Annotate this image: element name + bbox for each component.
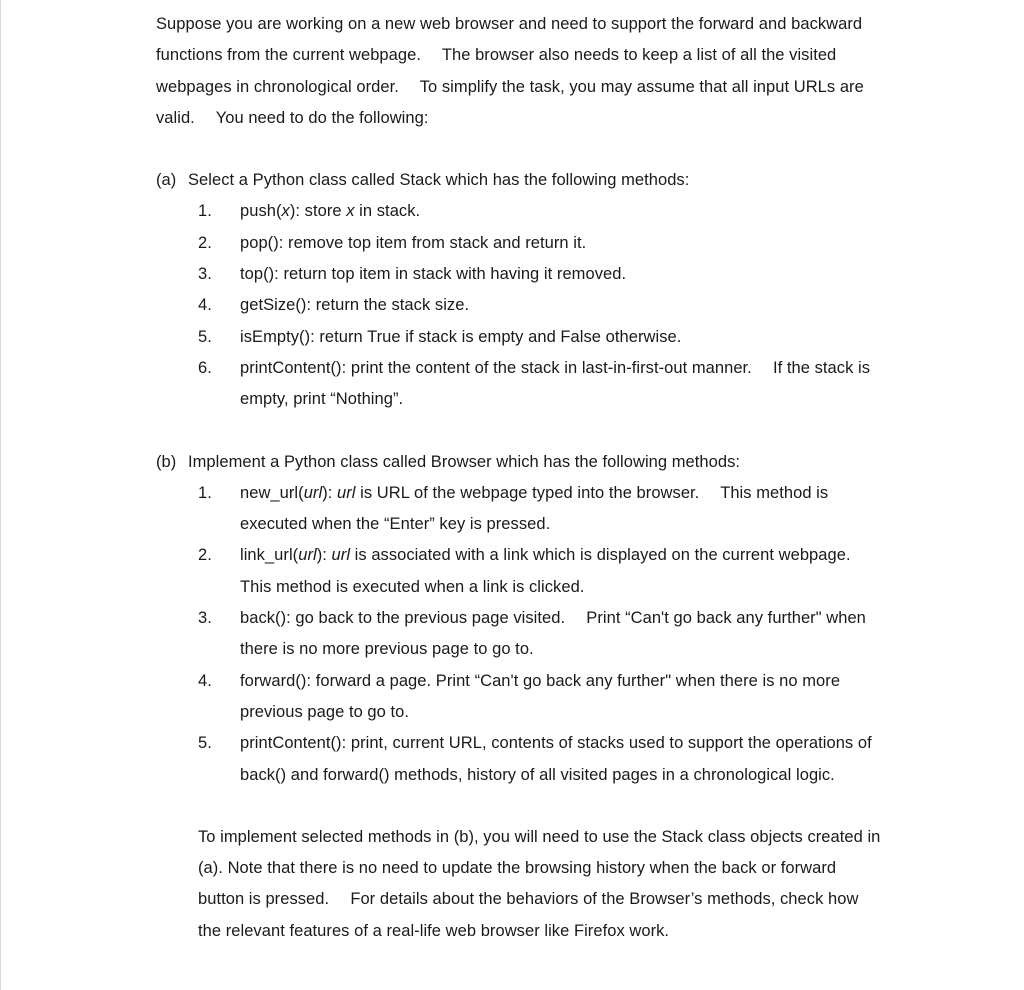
list-item-number: 3. (198, 265, 212, 284)
spacer (156, 791, 886, 822)
list-item-text: top(): return top item in stack with having it removed. (240, 265, 627, 284)
list-item (156, 478, 886, 541)
part-b-heading (156, 447, 886, 478)
part-b-label: (b) (156, 452, 177, 471)
list-item-number: 6. (198, 358, 212, 377)
list-item-number: 1. (198, 202, 212, 221)
list-item (156, 540, 886, 603)
list-item (156, 353, 886, 416)
list-item (156, 196, 886, 227)
list-item (156, 259, 886, 290)
implementation-note: To implement selected methods in (b), you will need to use the Stack class objects created in (a). Note that there is no need to update the browsing history when the back or forward button is pressed. For details about the behaviors of the Browser’s methods, check how the relevant features of a real-life web browser like Firefox work. (198, 827, 881, 940)
part-a-heading-text: Select a Python class called Stack which has the following methods: (188, 171, 690, 190)
browser-methods-list (156, 478, 886, 791)
list-item-number: 4. (198, 296, 212, 315)
list-item-number: 2. (198, 233, 212, 252)
list-item-text: back(): go back to the previous page visited. Print “Can't go back any further" when there is no more previous page to go to. (240, 609, 866, 659)
list-item-text: pop(): remove top item from stack and return it. (240, 233, 587, 252)
list-item-text: isEmpty(): return True if stack is empty and False otherwise. (240, 327, 682, 346)
spacer (156, 134, 886, 165)
list-item (156, 290, 886, 321)
list-item-text: printContent(): print the content of the stack in last-in-first-out manner. If the stack is empty, print “Nothing”. (240, 358, 871, 409)
list-item-text: push(x): store x in stack. (240, 202, 421, 221)
list-item (156, 603, 886, 666)
part-b-heading-text: Implement a Python class called Browser which has the following methods: (188, 452, 741, 471)
list-item (156, 322, 886, 353)
list-item (156, 666, 886, 729)
list-item-text: forward(): forward a page. Print “Can't go back any further" when there is no more previous page to go to. (240, 671, 841, 721)
list-item-number: 1. (198, 483, 212, 502)
list-item-text: getSize(): return the stack size. (240, 296, 470, 315)
list-item (156, 728, 886, 791)
list-item-text: new_url(url): url is URL of the webpage typed into the browser. This method is executed when the “Enter” key is pressed. (240, 483, 829, 534)
list-item-number: 5. (198, 327, 212, 346)
list-item-number: 2. (198, 546, 212, 565)
list-item-number: 5. (198, 734, 212, 753)
list-item-text: link_url(url): url is associated with a link which is displayed on the current webpage. This method is executed when a link is clicked. (240, 546, 868, 596)
list-item (156, 228, 886, 259)
part-a-heading (156, 165, 886, 196)
list-item-number: 3. (198, 609, 212, 628)
list-item-number: 4. (198, 671, 212, 690)
list-item-text: printContent(): print, current URL, contents of stacks used to support the operations of back() and forward() methods, history of all visited pages in a chronological logic. (240, 734, 872, 784)
spacer (156, 416, 886, 447)
part-a-label: (a) (156, 171, 177, 190)
stack-methods-list (156, 196, 886, 415)
document-body (156, 9, 886, 947)
intro-paragraph: Suppose you are working on a new web browser and need to support the forward and backward functions from the current webpage. The browser also needs to keep a list of all the visited webpages in chronological order. To simplify the task, you may assume that all input URLs are valid. You need to do the following: (156, 15, 864, 127)
